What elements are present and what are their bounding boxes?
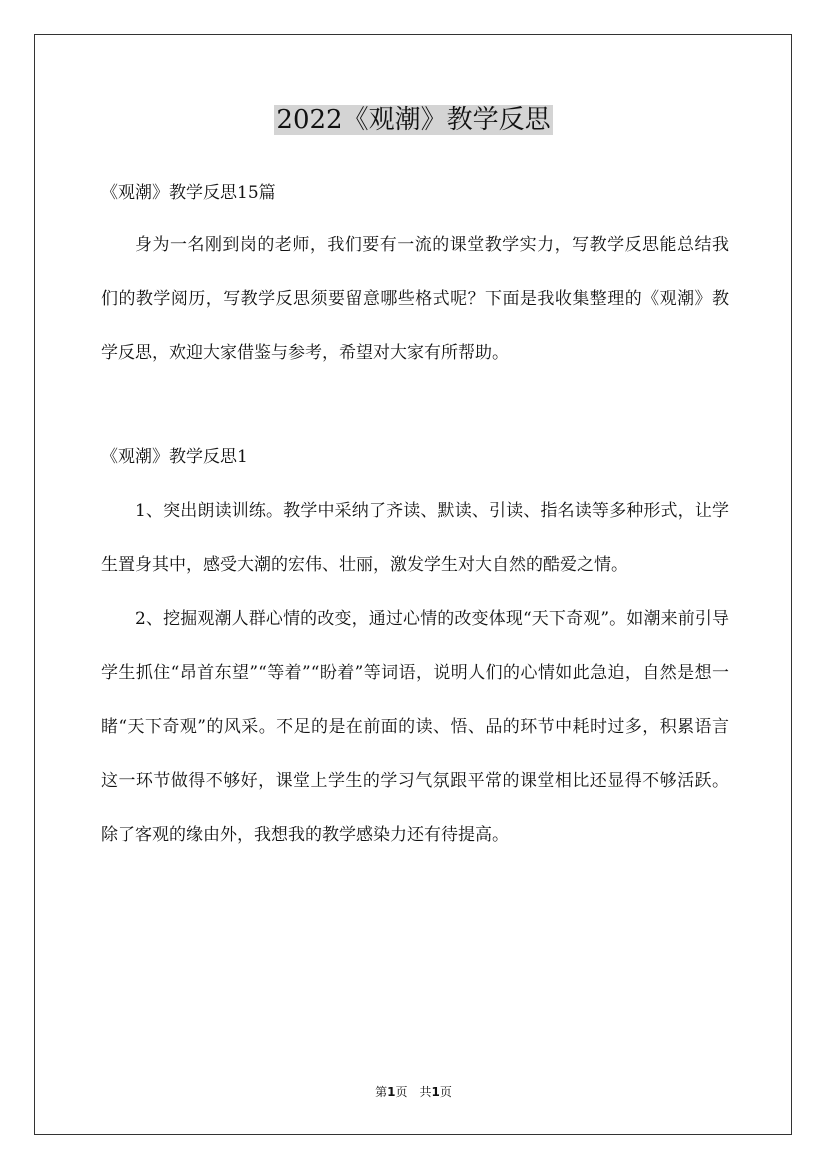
page-number-footer <box>0 1083 827 1101</box>
document-body <box>101 178 729 862</box>
section-paragraph-1: 1、突出朗读训练。教学中采纳了齐读、默读、引读、指名读等多种形式，让学生置身其中，感受大潮的宏伟、壮丽，激发学生对大自然的酷爱之情。 <box>101 501 729 575</box>
document-title <box>0 100 827 140</box>
page-label-prefix: 第 <box>375 1085 388 1099</box>
document-title-text: 2022《观潮》教学反思 <box>276 105 551 135</box>
page-label-suffix: 页 <box>439 1085 452 1099</box>
section-paragraph-2: 2、挖掘观潮人群心情的改变，通过心情的改变体现“天下奇观”。如潮来前引导学生抓住“昂首东望”“等着”“盼着”等词语，说明人们的心情如此急迫，自然是想一睹“天下奇观”的风采。不足的是在前面的读、悟、品的环节中耗时过多，积累语言这一环节做得不够好，课堂上学生的学习气氛跟平常的课堂相比还显得不够活跃。除了客观的缘由外，我想我的教学感染力还有待提高。 <box>101 609 729 845</box>
page-total: 1 <box>431 1085 440 1099</box>
section-heading: 《观潮》教学反思1 <box>101 447 248 467</box>
page-label-mid: 页 共 <box>395 1085 432 1099</box>
page-current: 1 <box>387 1085 396 1099</box>
intro-paragraph: 身为一名刚到岗的老师，我们要有一流的课堂教学实力，写教学反思能总结我们的教学阅历，写教学反思须要留意哪些格式呢？下面是我收集整理的《观潮》教学反思，欢迎大家借鉴与参考，希望对大家有所帮助。 <box>101 235 729 363</box>
document-subtitle: 《观潮》教学反思15篇 <box>101 183 276 203</box>
